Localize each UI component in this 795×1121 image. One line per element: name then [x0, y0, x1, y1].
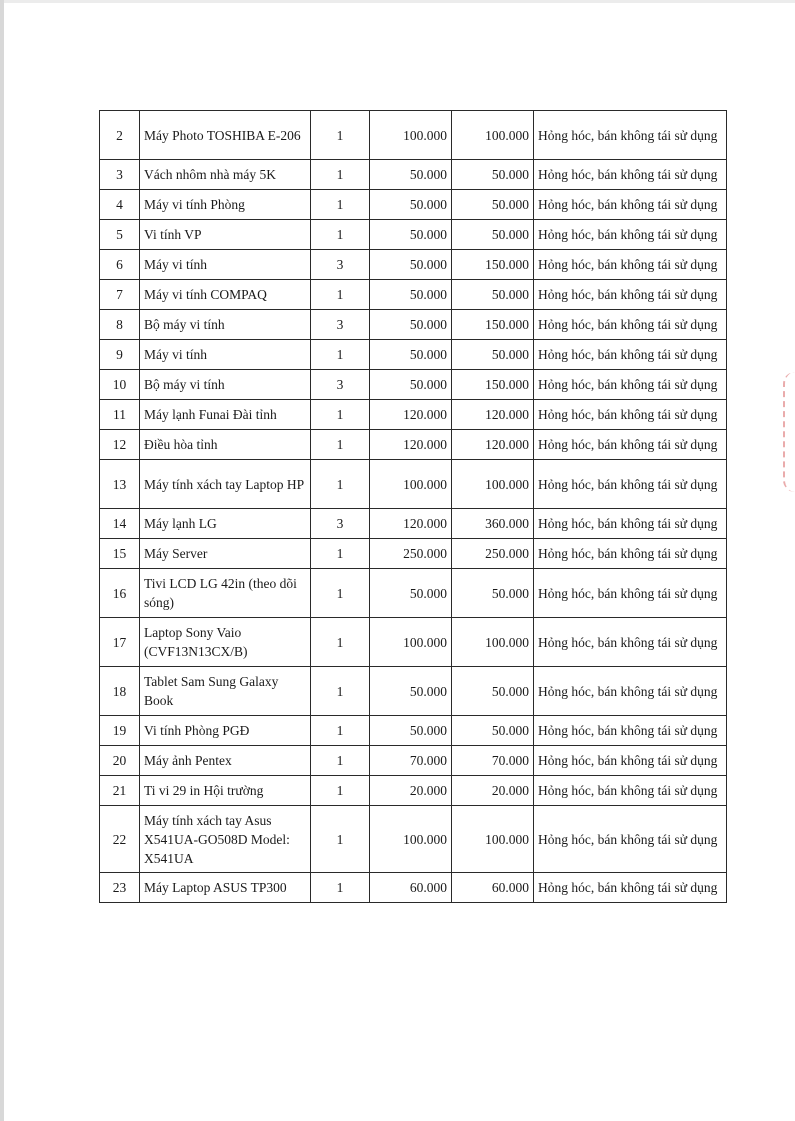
quantity: 3	[311, 509, 370, 539]
row-number: 13	[100, 460, 140, 509]
unit-price: 50.000	[370, 716, 452, 746]
note: Hỏng hóc, bán không tái sử dụng	[534, 806, 727, 873]
asset-name: Bộ máy vi tính	[140, 370, 311, 400]
total-amount: 60.000	[452, 873, 534, 903]
row-number: 14	[100, 509, 140, 539]
unit-price: 50.000	[370, 160, 452, 190]
quantity: 1	[311, 160, 370, 190]
asset-disposal-table	[99, 110, 727, 903]
page-left-edge	[0, 0, 4, 1121]
total-amount: 70.000	[452, 746, 534, 776]
asset-name: Máy lạnh LG	[140, 509, 311, 539]
quantity: 1	[311, 539, 370, 569]
total-amount: 50.000	[452, 569, 534, 618]
unit-price: 50.000	[370, 280, 452, 310]
asset-name: Máy vi tính COMPAQ	[140, 280, 311, 310]
row-number: 22	[100, 806, 140, 873]
asset-name: Máy ảnh Pentex	[140, 746, 311, 776]
asset-name: Máy tính xách tay Laptop HP	[140, 460, 311, 509]
note: Hỏng hóc, bán không tái sử dụng	[534, 250, 727, 280]
note: Hỏng hóc, bán không tái sử dụng	[534, 160, 727, 190]
unit-price: 50.000	[370, 220, 452, 250]
table-row	[100, 806, 727, 873]
note: Hỏng hóc, bán không tái sử dụng	[534, 370, 727, 400]
table-row	[100, 340, 727, 370]
row-number: 3	[100, 160, 140, 190]
quantity: 1	[311, 220, 370, 250]
quantity: 1	[311, 111, 370, 160]
total-amount: 50.000	[452, 190, 534, 220]
unit-price: 20.000	[370, 776, 452, 806]
table-row	[100, 873, 727, 903]
total-amount: 360.000	[452, 509, 534, 539]
note: Hỏng hóc, bán không tái sử dụng	[534, 400, 727, 430]
row-number: 5	[100, 220, 140, 250]
note: Hỏng hóc, bán không tái sử dụng	[534, 190, 727, 220]
table-row	[100, 250, 727, 280]
total-amount: 20.000	[452, 776, 534, 806]
note: Hỏng hóc, bán không tái sử dụng	[534, 667, 727, 716]
row-number: 8	[100, 310, 140, 340]
total-amount: 100.000	[452, 111, 534, 160]
asset-name: Tablet Sam Sung Galaxy Book	[140, 667, 311, 716]
table-row	[100, 111, 727, 160]
table-row	[100, 746, 727, 776]
table-row	[100, 716, 727, 746]
unit-price: 100.000	[370, 460, 452, 509]
asset-name: Vi tính VP	[140, 220, 311, 250]
total-amount: 150.000	[452, 310, 534, 340]
table-row	[100, 190, 727, 220]
table-row	[100, 569, 727, 618]
table-row	[100, 460, 727, 509]
unit-price: 70.000	[370, 746, 452, 776]
total-amount: 50.000	[452, 716, 534, 746]
table-row	[100, 430, 727, 460]
note: Hỏng hóc, bán không tái sử dụng	[534, 280, 727, 310]
quantity: 1	[311, 340, 370, 370]
unit-price: 50.000	[370, 370, 452, 400]
row-number: 10	[100, 370, 140, 400]
row-number: 6	[100, 250, 140, 280]
row-number: 11	[100, 400, 140, 430]
note: Hỏng hóc, bán không tái sử dụng	[534, 873, 727, 903]
asset-name: Tivi LCD LG 42in (theo dõi sóng)	[140, 569, 311, 618]
table-row	[100, 220, 727, 250]
total-amount: 120.000	[452, 400, 534, 430]
asset-name: Điều hòa tỉnh	[140, 430, 311, 460]
row-number: 18	[100, 667, 140, 716]
total-amount: 50.000	[452, 160, 534, 190]
quantity: 1	[311, 569, 370, 618]
note: Hỏng hóc, bán không tái sử dụng	[534, 746, 727, 776]
row-number: 21	[100, 776, 140, 806]
quantity: 1	[311, 400, 370, 430]
unit-price: 100.000	[370, 111, 452, 160]
row-number: 15	[100, 539, 140, 569]
quantity: 1	[311, 667, 370, 716]
row-number: 19	[100, 716, 140, 746]
total-amount: 100.000	[452, 806, 534, 873]
unit-price: 50.000	[370, 310, 452, 340]
asset-name: Máy Photo TOSHIBA E-206	[140, 111, 311, 160]
row-number: 23	[100, 873, 140, 903]
quantity: 1	[311, 873, 370, 903]
asset-name: Laptop Sony Vaio (CVF13N13CX/B)	[140, 618, 311, 667]
page-top-edge	[0, 0, 795, 3]
note: Hỏng hóc, bán không tái sử dụng	[534, 539, 727, 569]
row-number: 16	[100, 569, 140, 618]
note: Hỏng hóc, bán không tái sử dụng	[534, 776, 727, 806]
quantity: 1	[311, 776, 370, 806]
note: Hỏng hóc, bán không tái sử dụng	[534, 509, 727, 539]
quantity: 1	[311, 746, 370, 776]
asset-name: Máy vi tính Phòng	[140, 190, 311, 220]
total-amount: 250.000	[452, 539, 534, 569]
table-row	[100, 370, 727, 400]
total-amount: 50.000	[452, 667, 534, 716]
total-amount: 100.000	[452, 460, 534, 509]
unit-price: 50.000	[370, 250, 452, 280]
unit-price: 100.000	[370, 618, 452, 667]
total-amount: 50.000	[452, 220, 534, 250]
quantity: 1	[311, 806, 370, 873]
unit-price: 50.000	[370, 569, 452, 618]
quantity: 3	[311, 310, 370, 340]
note: Hỏng hóc, bán không tái sử dụng	[534, 618, 727, 667]
table-row	[100, 400, 727, 430]
red-stamp-edge	[783, 372, 795, 492]
unit-price: 50.000	[370, 190, 452, 220]
quantity: 1	[311, 618, 370, 667]
unit-price: 50.000	[370, 340, 452, 370]
asset-name: Bộ máy vi tính	[140, 310, 311, 340]
quantity: 1	[311, 190, 370, 220]
unit-price: 100.000	[370, 806, 452, 873]
total-amount: 100.000	[452, 618, 534, 667]
row-number: 4	[100, 190, 140, 220]
unit-price: 120.000	[370, 430, 452, 460]
quantity: 1	[311, 716, 370, 746]
note: Hỏng hóc, bán không tái sử dụng	[534, 716, 727, 746]
asset-name: Máy Laptop ASUS TP300	[140, 873, 311, 903]
row-number: 12	[100, 430, 140, 460]
quantity: 3	[311, 370, 370, 400]
table-row	[100, 539, 727, 569]
asset-name: Máy Server	[140, 539, 311, 569]
total-amount: 120.000	[452, 430, 534, 460]
asset-name: Ti vi 29 in Hội trường	[140, 776, 311, 806]
table-row	[100, 280, 727, 310]
table-row	[100, 509, 727, 539]
total-amount: 50.000	[452, 280, 534, 310]
note: Hỏng hóc, bán không tái sử dụng	[534, 310, 727, 340]
total-amount: 150.000	[452, 250, 534, 280]
unit-price: 50.000	[370, 667, 452, 716]
note: Hỏng hóc, bán không tái sử dụng	[534, 111, 727, 160]
asset-name: Vi tính Phòng PGĐ	[140, 716, 311, 746]
note: Hỏng hóc, bán không tái sử dụng	[534, 569, 727, 618]
row-number: 17	[100, 618, 140, 667]
row-number: 20	[100, 746, 140, 776]
table-row	[100, 310, 727, 340]
unit-price: 60.000	[370, 873, 452, 903]
row-number: 2	[100, 111, 140, 160]
note: Hỏng hóc, bán không tái sử dụng	[534, 430, 727, 460]
row-number: 7	[100, 280, 140, 310]
quantity: 3	[311, 250, 370, 280]
table-row	[100, 667, 727, 716]
quantity: 1	[311, 430, 370, 460]
table-row	[100, 776, 727, 806]
unit-price: 120.000	[370, 400, 452, 430]
unit-price: 250.000	[370, 539, 452, 569]
asset-name: Máy lạnh Funai Đài tỉnh	[140, 400, 311, 430]
asset-name: Máy vi tính	[140, 340, 311, 370]
note: Hỏng hóc, bán không tái sử dụng	[534, 460, 727, 509]
table-row	[100, 618, 727, 667]
total-amount: 150.000	[452, 370, 534, 400]
unit-price: 120.000	[370, 509, 452, 539]
quantity: 1	[311, 460, 370, 509]
note: Hỏng hóc, bán không tái sử dụng	[534, 340, 727, 370]
asset-name: Máy vi tính	[140, 250, 311, 280]
row-number: 9	[100, 340, 140, 370]
total-amount: 50.000	[452, 340, 534, 370]
note: Hỏng hóc, bán không tái sử dụng	[534, 220, 727, 250]
table-row	[100, 160, 727, 190]
asset-name: Vách nhôm nhà máy 5K	[140, 160, 311, 190]
quantity: 1	[311, 280, 370, 310]
asset-name: Máy tính xách tay Asus X541UA-GO508D Model: X541UA	[140, 806, 311, 873]
